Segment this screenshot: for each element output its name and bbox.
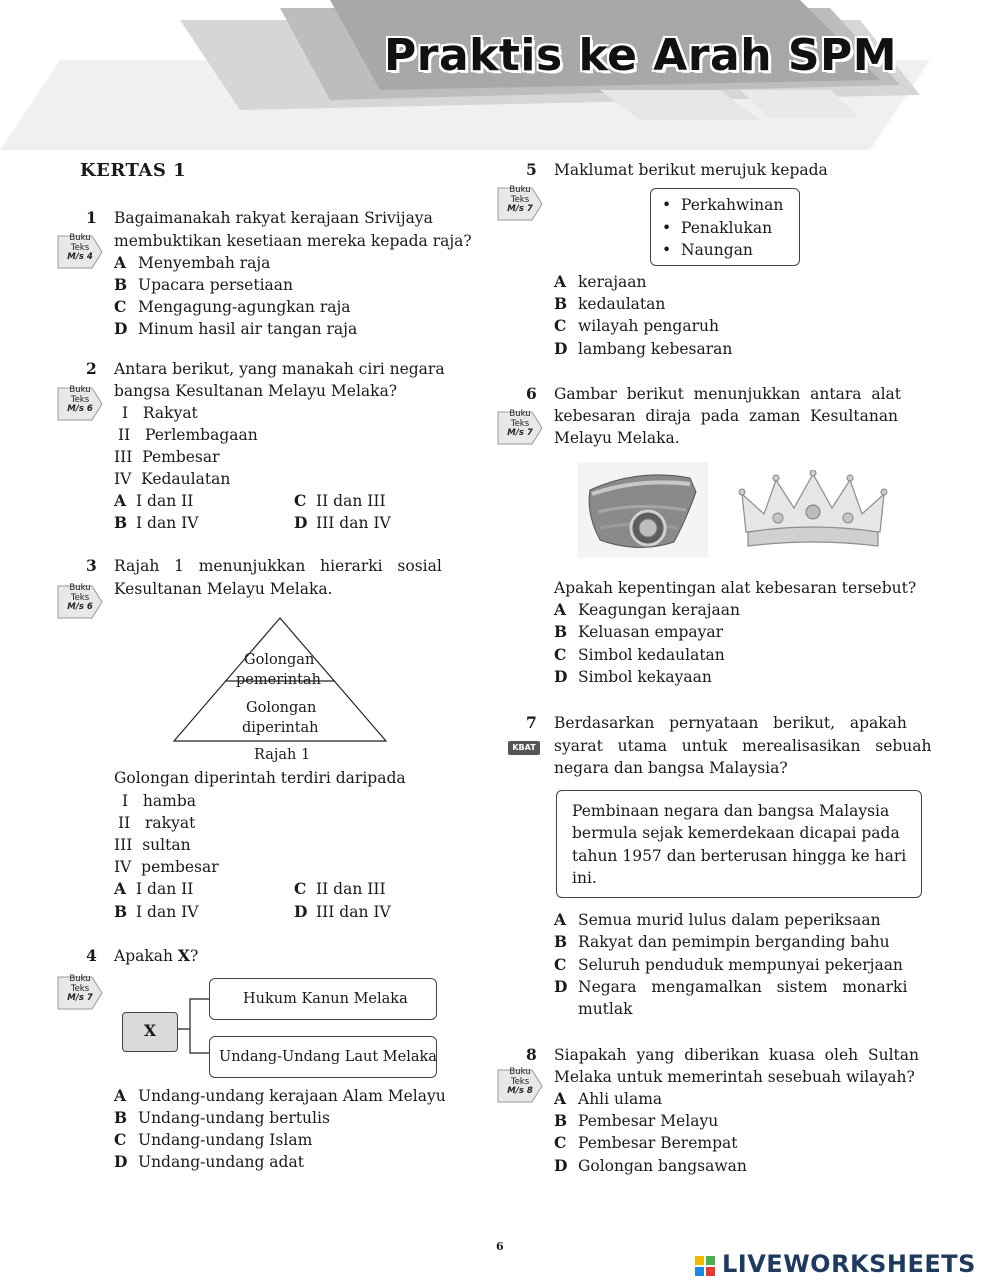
q2-option-b-letter[interactable]: B [114, 513, 128, 532]
q5-bullet-2: • Penaklukan [662, 219, 773, 237]
q1-option-b[interactable]: Upacara persetiaan [138, 276, 294, 294]
badge-page-ref: M/s 8 [507, 1086, 533, 1096]
q4-box-top-text: Hukum Kanun Melaka [243, 991, 408, 1007]
q8-stem-line1: Siapakah yang diberikan kuasa oleh Sultan [554, 1046, 919, 1064]
q7-number: 7 [526, 713, 537, 732]
q3-item-2: II rakyat [118, 814, 196, 832]
q6-option-c-letter[interactable]: C [554, 645, 567, 664]
q5-option-b[interactable]: kedaulatan [578, 295, 666, 313]
q8-number: 8 [526, 1045, 537, 1064]
q2-option-a-letter[interactable]: A [114, 491, 127, 510]
q7-option-d-cont[interactable]: mutlak [578, 1000, 633, 1018]
crown-image [738, 470, 888, 556]
q5-option-d-letter[interactable]: D [554, 339, 568, 358]
paper-label: KERTAS 1 [80, 160, 187, 181]
q4-option-d-letter[interactable]: D [114, 1152, 128, 1171]
q2-stem-line2: bangsa Kesultanan Melayu Melaka? [114, 382, 398, 400]
q3-textbook-badge [56, 584, 104, 620]
q1-textbook-badge [56, 234, 104, 270]
q3-option-b[interactable]: I dan IV [136, 903, 199, 921]
q4-textbook-badge [56, 975, 104, 1011]
q2-option-a[interactable]: I dan II [136, 492, 194, 510]
liveworksheets-logo-icon [694, 1255, 716, 1277]
q7-option-a-letter[interactable]: A [554, 910, 567, 929]
q4-stem [114, 946, 198, 966]
badge-line2: Teks [510, 1076, 530, 1087]
q4-option-a-letter[interactable]: A [114, 1086, 127, 1105]
pyramid-top-line1: Golongan [244, 652, 315, 668]
tengkolok-image [578, 462, 708, 558]
q3-stem-line1: Rajah 1 menunjukkan hierarki sosial [114, 557, 442, 575]
badge-line1: Buku [69, 385, 91, 395]
q1-option-c-letter[interactable]: C [114, 297, 127, 316]
badge-page-ref: M/s 7 [507, 428, 533, 438]
q7-statement-line4: ini. [572, 869, 597, 887]
q2-stem-line1: Antara berikut, yang manakah ciri negara [114, 360, 445, 378]
q3-number: 3 [86, 556, 97, 575]
q3-option-c[interactable]: II dan III [316, 880, 386, 898]
q5-option-b-letter[interactable]: B [554, 294, 568, 313]
q2-option-c[interactable]: II dan III [316, 492, 386, 510]
q7-option-c[interactable]: Seluruh penduduk mempunyai pekerjaan [578, 956, 903, 974]
q7-statement-line1: Pembinaan negara dan bangsa Malaysia [572, 802, 890, 820]
q3-option-a[interactable]: I dan II [136, 880, 194, 898]
q5-option-d[interactable]: lambang kebesaran [578, 340, 733, 358]
badge-line1: Buku [69, 974, 91, 984]
q4-stem-x: X [177, 946, 190, 965]
q2-item-2: II Perlembagaan [118, 426, 258, 444]
q8-option-c-letter[interactable]: C [554, 1133, 567, 1152]
q2-item-1: I Rakyat [122, 404, 198, 422]
q3-stem-line2: Kesultanan Melayu Melaka. [114, 580, 333, 598]
q1-option-d[interactable]: Minum hasil air tangan raja [138, 320, 358, 338]
q8-option-d[interactable]: Golongan bangsawan [578, 1157, 747, 1175]
badge-page-ref: M/s 7 [67, 993, 93, 1003]
badge-line2: Teks [70, 592, 90, 603]
badge-line2: Teks [70, 983, 90, 994]
q6-textbook-badge [496, 410, 544, 446]
q4-number: 4 [86, 946, 97, 965]
q4-option-c-letter[interactable]: C [114, 1130, 127, 1149]
q2-option-d-letter[interactable]: D [294, 513, 308, 532]
pyramid-top-line2: pemerintah [236, 672, 321, 688]
q5-bullet-3: • Naungan [662, 241, 753, 259]
liveworksheets-brand[interactable]: LIVEWORKSHEETS [722, 1250, 976, 1278]
q5-number: 5 [526, 160, 537, 179]
badge-line2: Teks [70, 242, 90, 253]
q7-statement-line3: tahun 1957 dan berterusan hingga ke hari [572, 847, 907, 865]
badge-line1: Buku [509, 1067, 531, 1077]
q4-option-c[interactable]: Undang-undang Islam [138, 1131, 313, 1149]
q3-item-1: I hamba [122, 792, 196, 810]
q3-option-b-letter[interactable]: B [114, 902, 128, 921]
q8-stem-line2: Melaka untuk memerintah sesebuah wilayah? [554, 1068, 915, 1086]
q6-option-c[interactable]: Simbol kedaulatan [578, 646, 725, 664]
q7-statement-line2: bermula sejak kemerdekaan dicapai pada [572, 824, 900, 842]
q2-item-4: IV Kedaulatan [114, 470, 231, 488]
q7-option-d[interactable]: Negara mengamalkan sistem monarki [578, 978, 908, 996]
q6-number: 6 [526, 384, 537, 403]
q6-stem: Apakah kepentingan alat kebesaran tersebut? [554, 579, 917, 597]
q6-option-a[interactable]: Keagungan kerajaan [578, 601, 741, 619]
badge-line2: Teks [70, 394, 90, 405]
q1-option-b-letter[interactable]: B [114, 275, 128, 294]
q5-option-a-letter[interactable]: A [554, 272, 567, 291]
x-label: X [144, 1021, 157, 1040]
q4-option-b[interactable]: Undang-undang bertulis [138, 1109, 330, 1127]
q8-option-b-letter[interactable]: B [554, 1111, 568, 1130]
q8-option-b[interactable]: Pembesar Melayu [578, 1112, 719, 1130]
page-title: Praktis ke Arah SPM [384, 30, 898, 81]
q3-stem: Golongan diperintah terdiri daripada [114, 769, 406, 787]
q5-bullet-2-text: Penaklukan [681, 219, 773, 237]
pyramid-bottom-line1: Golongan [246, 700, 317, 716]
q6-option-b-letter[interactable]: B [554, 622, 568, 641]
q5-bullet-3-text: Naungan [681, 241, 753, 259]
q7-stem-line3: negara dan bangsa Malaysia? [554, 759, 788, 777]
q4-stem-end: ? [189, 947, 199, 965]
q5-option-a[interactable]: kerajaan [578, 273, 647, 291]
badge-line1: Buku [509, 185, 531, 195]
q4-option-a[interactable]: Undang-undang kerajaan Alam Melayu [138, 1087, 446, 1105]
q2-option-d[interactable]: III dan IV [316, 514, 391, 532]
q6-stem-line3: Melayu Melaka. [554, 429, 680, 447]
q4-stem-text: Apakah [114, 947, 178, 965]
q6-option-d-letter[interactable]: D [554, 667, 568, 686]
q6-option-a-letter[interactable]: A [554, 600, 567, 619]
q5-option-c-letter[interactable]: C [554, 316, 567, 335]
badge-page-ref: M/s 4 [67, 252, 93, 262]
q2-item-3: III Pembesar [114, 448, 220, 466]
q3-option-a-letter[interactable]: A [114, 879, 127, 898]
q2-number: 2 [86, 359, 97, 378]
q8-option-a[interactable]: Ahli ulama [578, 1090, 663, 1108]
pyramid-bottom-line2: diperintah [242, 720, 319, 736]
q6-stem-line2: kebesaran diraja pada zaman Kesultanan [554, 407, 899, 425]
q8-option-d-letter[interactable]: D [554, 1156, 568, 1175]
badge-page-ref: M/s 6 [67, 404, 93, 414]
page-number: 6 [496, 1240, 504, 1253]
badge-line1: Buku [69, 583, 91, 593]
q3-option-d-letter[interactable]: D [294, 902, 308, 921]
q3-item-4: IV pembesar [114, 858, 219, 876]
badge-line1: Buku [509, 409, 531, 419]
q5-textbook-badge [496, 186, 544, 222]
q6-option-d[interactable]: Simbol kekayaan [578, 668, 712, 686]
q2-option-b[interactable]: I dan IV [136, 514, 199, 532]
q7-option-d-letter[interactable]: D [554, 977, 568, 996]
q1-option-d-letter[interactable]: D [114, 319, 128, 338]
q1-option-a[interactable]: Menyembah raja [138, 254, 271, 272]
q4-option-b-letter[interactable]: B [114, 1108, 128, 1127]
q3-item-3: III sultan [114, 836, 191, 854]
q7-option-b-letter[interactable]: B [554, 932, 568, 951]
q5-stem: Maklumat berikut merujuk kepada [554, 161, 828, 179]
figure-caption: Rajah 1 [254, 747, 311, 763]
q1-option-a-letter[interactable]: A [114, 253, 127, 272]
badge-line2: Teks [510, 194, 530, 205]
q7-option-b[interactable]: Rakyat dan pemimpin berganding bahu [578, 933, 890, 951]
badge-line1: Buku [69, 233, 91, 243]
q3-option-d[interactable]: III dan IV [316, 903, 391, 921]
q2-textbook-badge [56, 386, 104, 422]
badge-line2: Teks [510, 418, 530, 429]
q5-option-c[interactable]: wilayah pengaruh [578, 317, 719, 335]
q4-option-d[interactable]: Undang-undang adat [138, 1153, 304, 1171]
q1-stem-line1: Bagaimanakah rakyat kerajaan Srivijaya [114, 209, 433, 227]
q5-bullet-1-text: Perkahwinan [681, 196, 784, 214]
kbat-tag: KBAT [508, 741, 540, 755]
q7-stem-line1: Berdasarkan pernyataan berikut, apakah [554, 714, 907, 732]
q1-number: 1 [86, 208, 97, 227]
q8-option-c[interactable]: Pembesar Berempat [578, 1134, 738, 1152]
q2-option-c-letter[interactable]: C [294, 491, 307, 510]
q8-textbook-badge [496, 1068, 544, 1104]
q7-stem-line2: syarat utama untuk merealisasikan sebuah [554, 737, 932, 755]
badge-page-ref: M/s 6 [67, 602, 93, 612]
q1-option-c[interactable]: Mengagung-agungkan raja [138, 298, 351, 316]
q3-option-c-letter[interactable]: C [294, 879, 307, 898]
q1-stem-line2: membuktikan kesetiaan mereka kepada raja? [114, 232, 472, 250]
q4-box-bottom-text: Undang-Undang Laut Melaka [219, 1049, 437, 1065]
q7-option-a[interactable]: Semua murid lulus dalam peperiksaan [578, 911, 881, 929]
q6-option-b[interactable]: Keluasan empayar [578, 623, 724, 641]
q7-option-c-letter[interactable]: C [554, 955, 567, 974]
q5-bullet-1: • Perkahwinan [662, 196, 784, 214]
q6-stem-line1: Gambar berikut menunjukkan antara alat [554, 385, 902, 403]
badge-page-ref: M/s 7 [507, 204, 533, 214]
q8-option-a-letter[interactable]: A [554, 1089, 567, 1108]
